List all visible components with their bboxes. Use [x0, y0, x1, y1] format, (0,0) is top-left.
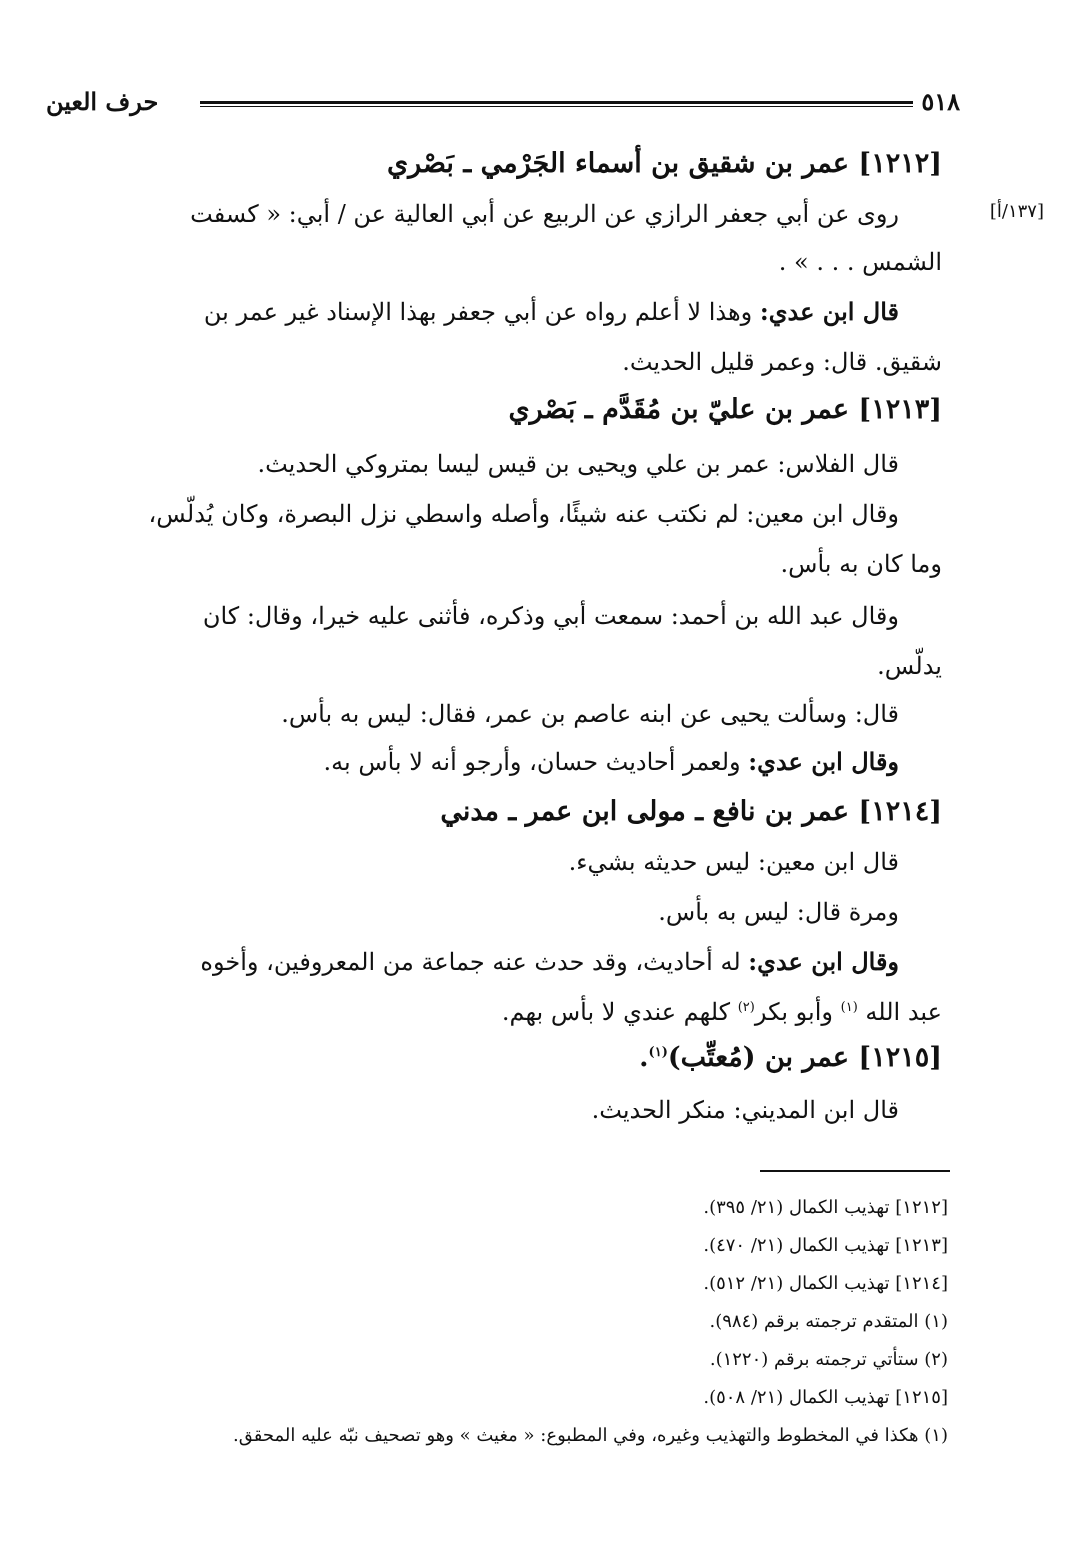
footnote-5: (٢) ستأتي ترجمته برقم (١٢٢٠).: [709, 1349, 948, 1370]
speaker-label: قال ابن عدي:: [759, 297, 899, 326]
line-text: وأبو بكر: [754, 998, 833, 1026]
footnote-2: [١٢١٣] تهذيب الكمال (٢١/ ٤٧٠).: [703, 1235, 948, 1256]
entry-1212-line-1: روى عن أبي جعفر الرازي عن الربيع عن أبي العالية عن / أبي: « كسفت: [190, 200, 899, 228]
line-text: كلهم عندي لا بأس بهم.: [501, 998, 731, 1026]
entry-1213-line-4: وقال عبد الله بن أحمد: سمعت أبي وذكره، فأثنى عليه خيرا، وقال: كان: [202, 602, 899, 630]
page-header: [46, 87, 960, 122]
footnote-3: [١٢١٤] تهذيب الكمال (٢١/ ٥١٢).: [703, 1273, 948, 1294]
header-rule: [200, 101, 960, 107]
footnote-4: (١) المتقدم ترجمته برقم (٩٨٤).: [709, 1311, 948, 1332]
page-number: ٥١٨: [913, 88, 968, 116]
entry-1212-line-4: شقيق. قال: وعمر قليل الحديث.: [622, 348, 942, 376]
entry-1214-line-2: ومرة قال: ليس به بأس.: [658, 898, 899, 926]
line-text: وهذا لا أعلم رواه عن أبي جعفر بهذا الإسناد غير عمر بن: [203, 298, 753, 326]
entry-title-text: [١٢١٥] عمر بن (مُعتِّب): [667, 1042, 942, 1073]
footnote-marker: (١): [840, 1000, 858, 1015]
entry-1213-line-3: وما كان به بأس.: [780, 550, 942, 578]
entry-1214-line-4: [502, 994, 942, 1030]
margin-reference: [١٣٧/أ]: [989, 201, 1044, 222]
entry-1213-line-2: وقال ابن معين: لم نكتب عنه شيئًا، وأصله واسطي نزل البصرة، وكان يُدلّس،: [148, 500, 899, 528]
chapter-title: حرف العين: [38, 88, 166, 116]
entry-1214-line-1: قال ابن معين: ليس حديثه بشيء.: [568, 848, 899, 876]
entry-title-1212: [١٢١٢] عمر بن شقيق بن أسماء الجَرْمي ـ بَصْري: [386, 148, 942, 179]
entry-1213-line-1: قال الفلاس: عمر بن علي ويحيى بن قيس ليسا بمتروكي الحديث.: [257, 450, 899, 478]
entry-title-1215: [639, 1040, 942, 1076]
entry-1215-line-1: قال ابن المديني: منكر الحديث.: [591, 1096, 899, 1124]
footnote-marker: (٢): [737, 1000, 755, 1015]
line-text: ولعمر أحاديث حسان، وأرجو أنه لا بأس به.: [323, 748, 741, 776]
line-text: عبد الله: [865, 998, 942, 1026]
speaker-label: وقال ابن عدي:: [748, 747, 899, 776]
entry-1213-line-6: قال: وسألت يحيى عن ابنه عاصم بن عمر، فقال: ليس به بأس.: [281, 700, 899, 728]
entry-1214-line-3: [200, 944, 899, 980]
speaker-label: وقال ابن عدي:: [748, 947, 899, 976]
entry-title-1213: [١٢١٣] عمر بن عليّ بن مُقَدَّم ـ بَصْري: [508, 394, 942, 425]
footnote-1: [١٢١٢] تهذيب الكمال (٢١/ ٣٩٥).: [703, 1197, 948, 1218]
entry-1213-line-7: [324, 744, 899, 780]
footnote-separator: [760, 1170, 950, 1172]
entry-1212-line-2: الشمس . . . » .: [778, 248, 942, 276]
footnote-marker: (١): [648, 1045, 668, 1060]
line-text: له أحاديث، وقد حدث عنه جماعة من المعروفين، وأخوه: [200, 948, 741, 976]
entry-1212-line-3: [204, 294, 899, 330]
entry-title-1214: [١٢١٤] عمر بن نافع ـ مولى ابن عمر ـ مدني: [440, 796, 942, 827]
footnote-7: (١) هكذا في المخطوط والتهذيب وغيره، وفي المطبوع: « مغيث » وهو تصحيف نبّه عليه المحقق.: [233, 1425, 948, 1446]
footnote-6: [١٢١٥] تهذيب الكمال (٢١/ ٥٠٨).: [703, 1387, 948, 1408]
entry-title-end: .: [639, 1042, 649, 1073]
entry-1213-line-5: يدلّس.: [877, 652, 942, 680]
